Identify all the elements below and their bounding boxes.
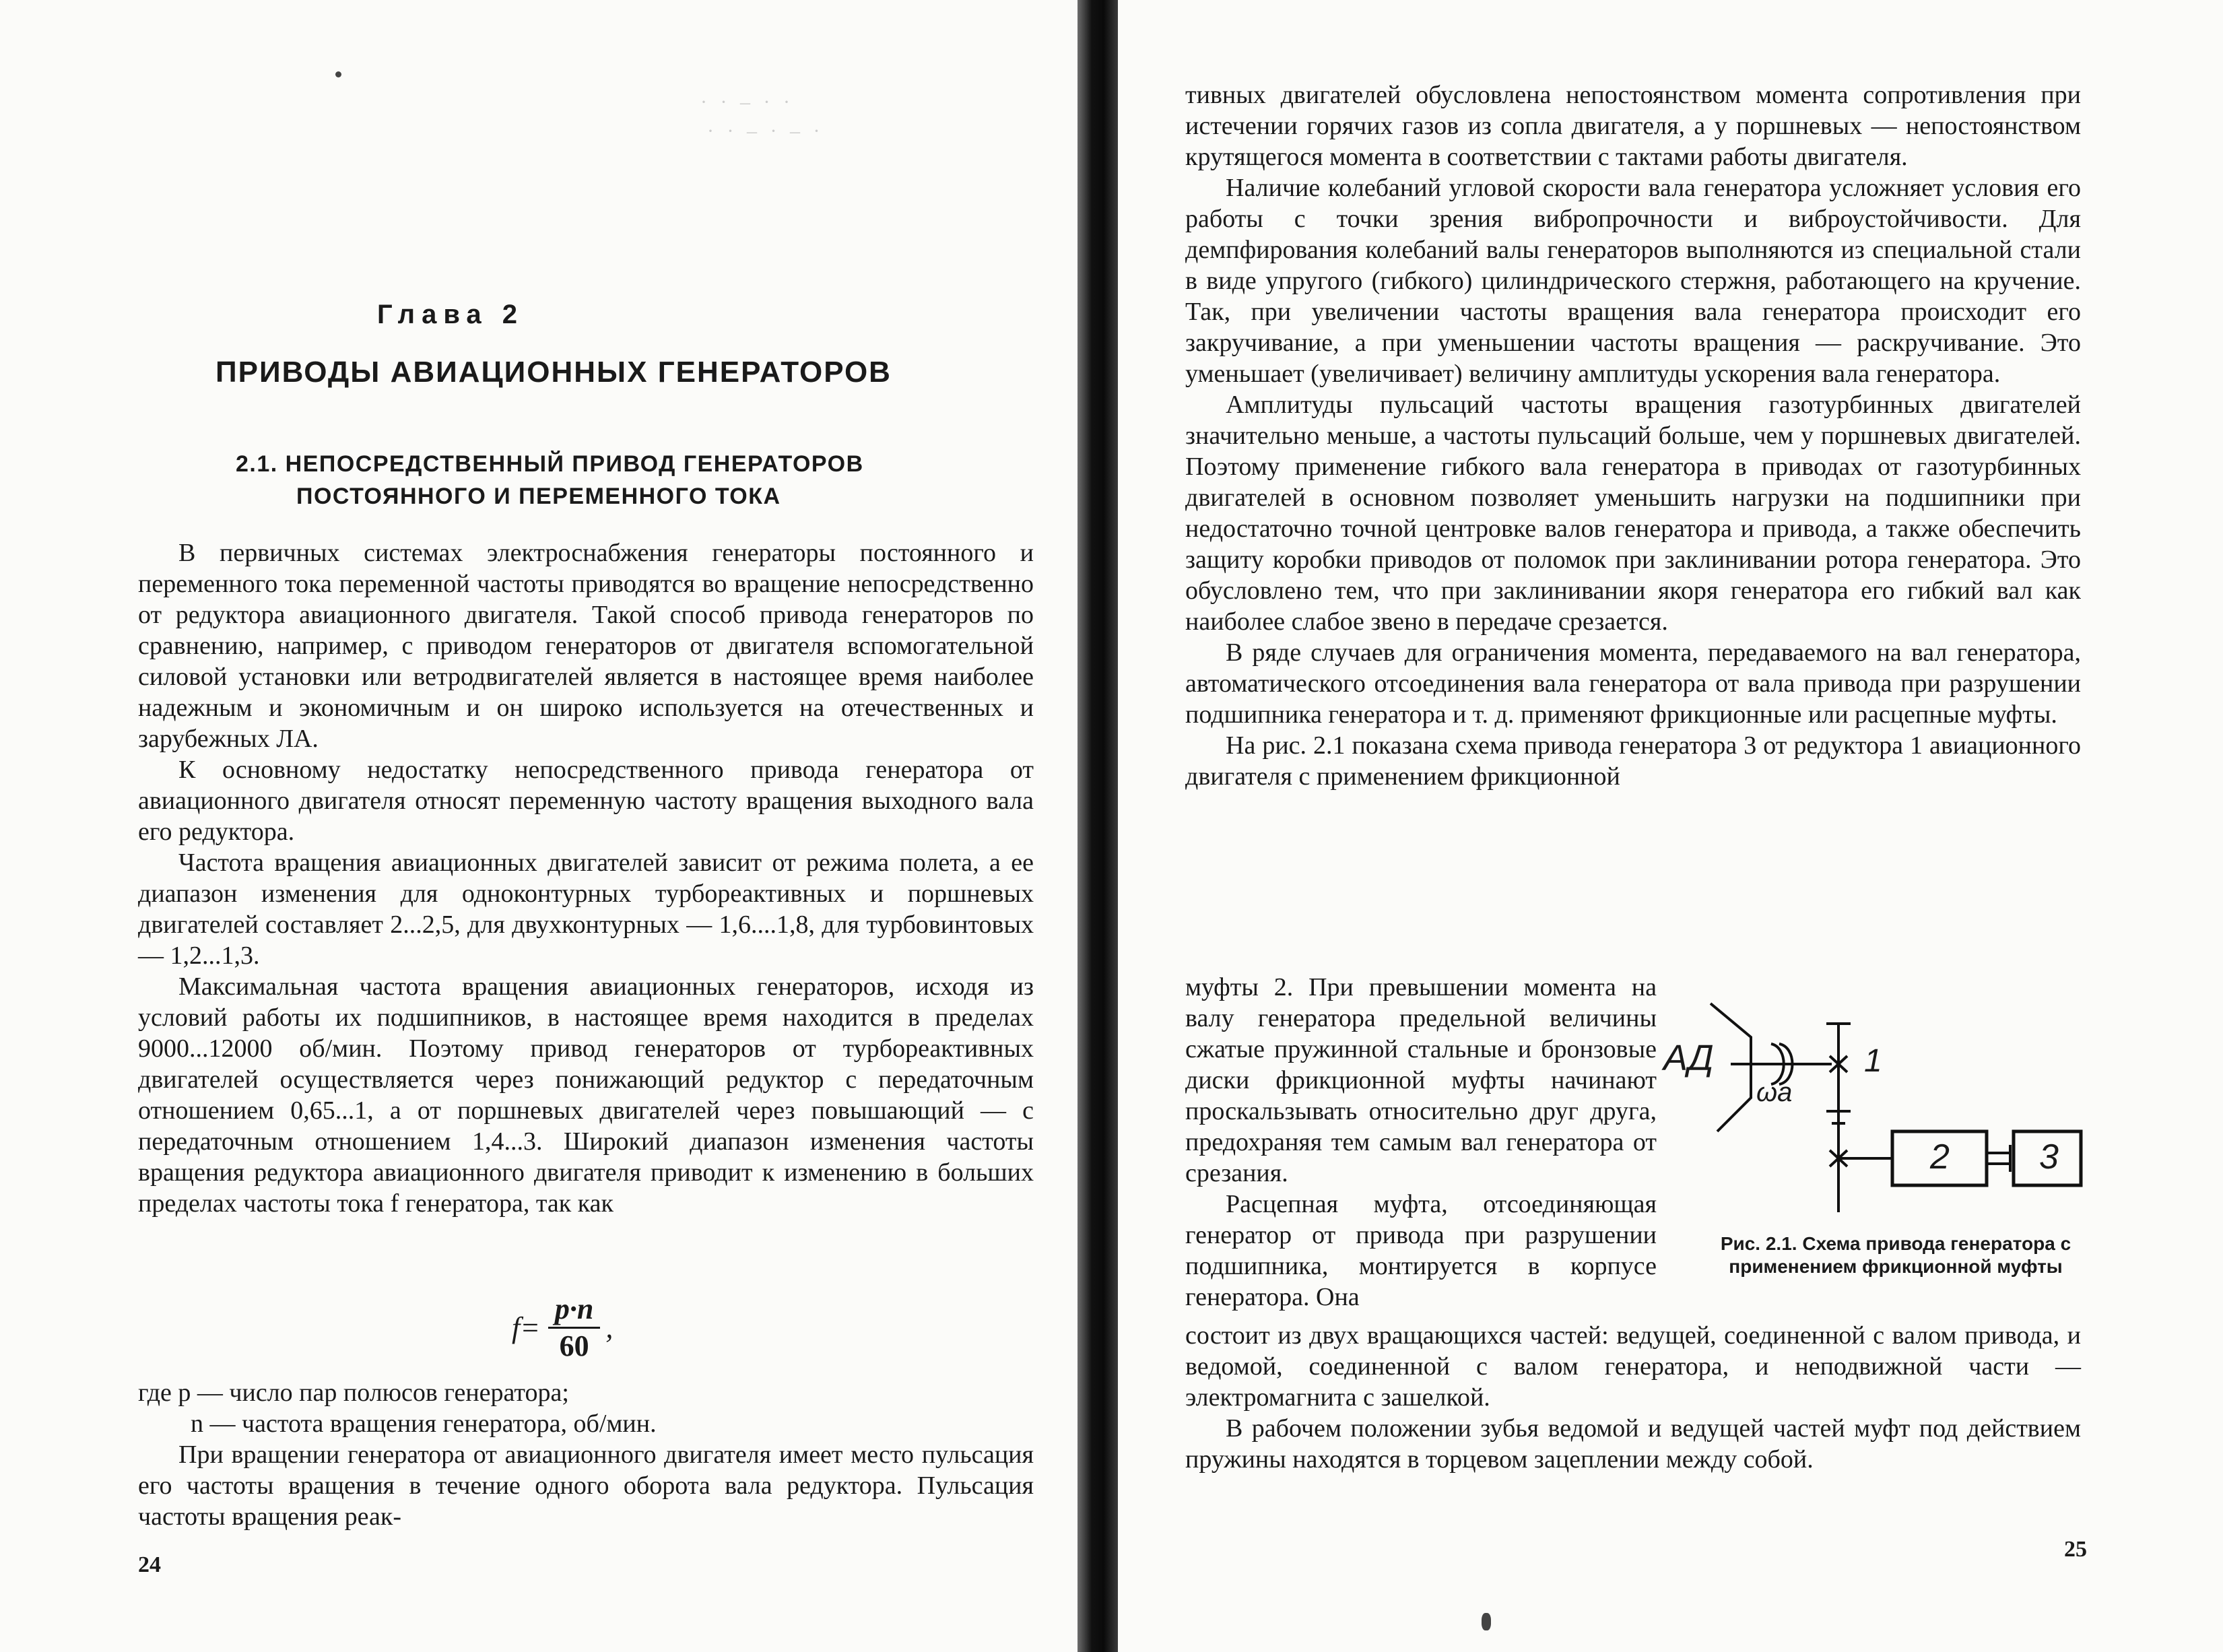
ink-spot bbox=[335, 71, 341, 77]
label-reducer-1: 1 bbox=[1864, 1043, 1882, 1079]
paragraph: На рис. 2.1 показана схема привода генератора 3 от редуктора 1 авиационного двигателя с применением фрикционной bbox=[1185, 731, 2081, 791]
paragraph: тивных двигателей обусловлена непостоянством момента сопротивления при истечении горячих газов из сопла двигателя, а у поршневых — непостоянством крутящегося момента в соответствии с тактами работы двигателя. bbox=[1185, 81, 2081, 171]
paragraph: муфты 2. При превышении момента на валу генератора предельной величины сжатые пружинной стальные и бронзовые диски фрикционной муфты начинают проскальзывать относительно друг друга, предохраняя тем самым вал генератора от срезания. bbox=[1185, 973, 1657, 1187]
section-title-line1: 2.1. НЕПОСРЕДСТВЕННЫЙ ПРИВОД ГЕНЕРАТОРОВ bbox=[236, 451, 864, 477]
chapter-title: ПРИВОДЫ АВИАЦИОННЫХ ГЕНЕРАТОРОВ bbox=[215, 356, 892, 389]
paragraph: состоит из двух вращающихся частей: ведущей, соединенной с валом привода, и ведомой, соединенной с валом генератора, и неподвижной части — электромагнита с зашелкой. bbox=[1185, 1321, 2081, 1412]
engine-housing-line bbox=[1711, 1003, 1751, 1131]
formula-denominator: 60 bbox=[559, 1329, 589, 1362]
formula-lhs: f= bbox=[512, 1311, 540, 1344]
label-engine: АД bbox=[1663, 1038, 1714, 1078]
left-body-text bbox=[138, 537, 1034, 1219]
ink-smudge bbox=[1482, 1613, 1491, 1630]
section-title bbox=[236, 448, 976, 513]
paragraph: Расцепная муфта, отсоединяющая генератор от привода при разрушении подшипника, монтируется в корпусе генератора. Она bbox=[1185, 1190, 1657, 1311]
left-page bbox=[0, 0, 1077, 1652]
right-wrap-text bbox=[1185, 972, 1657, 1313]
paragraph: К основному недостатку непосредственного привода генератора от авиационного двигателя относят переменную частоту вращения выходного вала его редуктора. bbox=[138, 756, 1034, 846]
paragraph: В ряде случаев для ограничения момента, передаваемого на вал генератора, автоматического отсоединения вала генератора от вала привода при разрушении подшипника генератора и т. д. применяют фрикционные или расцепные муфты. bbox=[1185, 638, 2081, 729]
paragraph: В первичных системах электроснабжения генераторы постоянного и переменного тока переменной частоты приводятся во вращение непосредственно от редуктора авиационного двигателя. Такой способ привода генераторов по сравнению, например, с приводом генераторов от двигателя вспомогательной силовой установки или ветродвигателей является в настоящее время наиболее надежным и экономичным и он широко используется на отечественных и зарубежных ЛА. bbox=[138, 539, 1034, 753]
label-clutch-2: 2 bbox=[1930, 1137, 1950, 1177]
label-generator-3: 3 bbox=[2039, 1137, 2059, 1177]
formula-numerator: p·n bbox=[548, 1292, 600, 1329]
frequency-formula bbox=[512, 1292, 613, 1364]
paragraph: Частота вращения авиационных двигателей зависит от режима полета, а ее диапазон изменения для одноконтурных турбореактивных и поршневых двигателей составляет 2...2,5, для двухконтурных — 1,6....1,8, для турбовинтовых — 1,2...1,3. bbox=[138, 849, 1034, 970]
paragraph: При вращении генератора от авиационного двигателя имеет место пульсация его частоты вращения в течение одного оборота вала редуктора. Пульсация частоты вращения реак- bbox=[138, 1441, 1034, 1531]
paragraph: Максимальная частота вращения авиационных генераторов, исходя из условий работы их подшипников, в настоящее время находится в пределах 9000...12000 об/мин. Поэтому привод генераторов от турбореактивных двигателей осуществляется через понижающий редуктор с передаточным отношением 0,65...1, а от поршневых двигателей через повышающий — с передаточным отношением 1,4...3. Широкий диапазон изменения частоты вращения редуктора авиационного двигателя приводит к изменению в больших пределах частоты тока f генератора, так как bbox=[138, 972, 1034, 1218]
drive-scheme-diagram bbox=[1670, 997, 2088, 1239]
formula-fraction bbox=[548, 1292, 600, 1364]
page-number-left: 24 bbox=[138, 1552, 161, 1577]
paragraph: Амплитуды пульсаций частоты вращения газотурбинных двигателей значительно меньше, а частоты пульсаций больше, чем у поршневых двигателей. Поэтому применение гибкого вала генератора в приводах от газотурбинных двигателей в основном позволяет уменьшить нагрузки на подшипники при недостаточно точной центровке валов генератора и привода, а также обеспечить защиту коробки приводов от поломок при заклинивании ротора генератора. Это обусловлено тем, что при заклинивании якоря генератора его гибкий вал как наиболее слабое звено в передаче срезается. bbox=[1185, 391, 2081, 636]
where-line: n — частота вращения генератора, об/мин. bbox=[191, 1410, 657, 1438]
page-number-right: 25 bbox=[2064, 1537, 2087, 1562]
formula-tail: , bbox=[605, 1311, 613, 1344]
right-bottom-text bbox=[1185, 1320, 2081, 1475]
paragraph: В рабочем положении зубья ведомой и ведущей частей муфт под действием пружины находятся в торцевом зацеплении между собой. bbox=[1185, 1414, 2081, 1474]
label-omega: ωa bbox=[1756, 1078, 1793, 1107]
paragraph: Наличие колебаний угловой скорости вала генератора усложняет условия его работы с точки зрения вибропрочности и виброустойчивости. Для демпфирования колебаний валы генераторов выполняются из специальной стали в виде упругого (гибкого) цилиндрического стержня, работающего на кручение. Так, при увеличении частоты вращения вала генератора происходит его закручивание, а при уменьшении частоты вращения — раскручивание. Это уменьшает (увеличивает) величину амплитуды ускорения вала генератора. bbox=[1185, 174, 2081, 388]
bleed-through-text: · · ‒ · · bbox=[700, 91, 794, 113]
left-after-text bbox=[138, 1377, 1034, 1532]
section-title-line2: ПОСТОЯННОГО И ПЕРЕМЕННОГО ТОКА bbox=[296, 484, 781, 509]
figure-caption: Рис. 2.1. Схема привода генератора с применением фрикционной муфты bbox=[1720, 1233, 2071, 1277]
where-line: где p — число пар полюсов генератора; bbox=[138, 1379, 569, 1407]
bleed-through-text-2: · · ‒ · ‒ · bbox=[707, 120, 824, 142]
right-body-text bbox=[1185, 79, 2081, 792]
chapter-label: Глава 2 bbox=[377, 300, 525, 329]
